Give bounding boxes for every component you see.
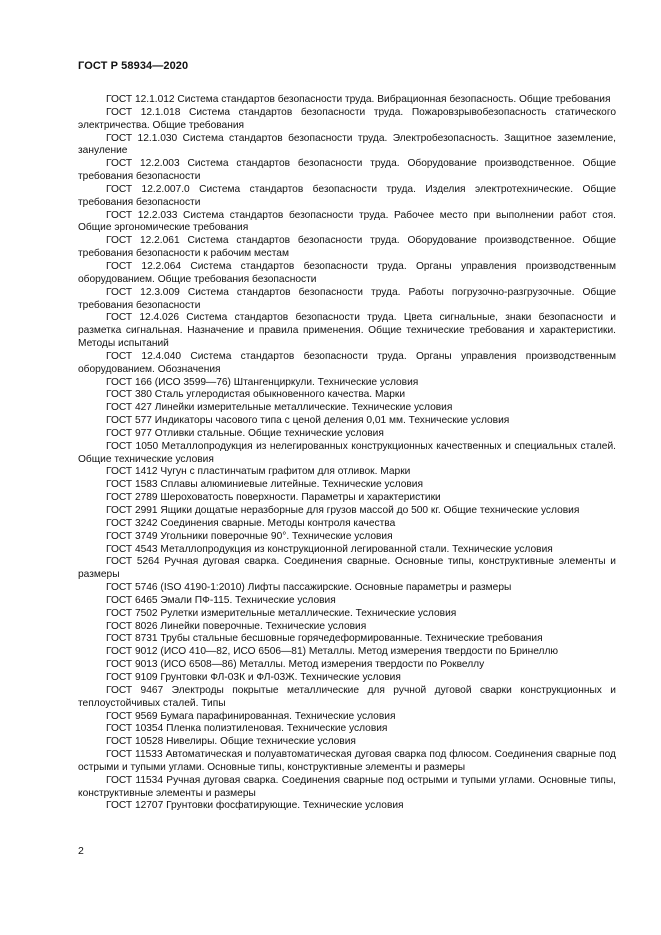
reference-entry: ГОСТ 12.2.033 Система стандартов безопасности труда. Рабочее место при выполнении работ стоя. Общие эргономические требования xyxy=(78,209,616,234)
reference-entry: ГОСТ 12.2.007.0 Система стандартов безопасности труда. Изделия электротехнические. Общие требования безопасности xyxy=(78,183,616,208)
reference-entry: ГОСТ 4543 Металлопродукция из конструкционной легированной стали. Технические условия xyxy=(106,543,553,555)
reference-entry: ГОСТ 12707 Грунтовки фосфатирующие. Технические условия xyxy=(106,800,404,812)
reference-entry: ГОСТ 380 Сталь углеродистая обыкновенного качества. Марки xyxy=(106,389,406,401)
reference-entry: ГОСТ 9012 (ИСО 410—82, ИСО 6506—81) Металлы. Метод измерения твердости по Бринеллю xyxy=(106,646,559,658)
reference-entry: ГОСТ 12.2.003 Система стандартов безопасности труда. Оборудование производственное. Общие требования безопасности xyxy=(78,158,616,183)
reference-entry: ГОСТ 2991 Ящики дощатые неразборные для грузов массой до 500 кг. Общие технические условия xyxy=(106,505,580,516)
standard-header: ГОСТ Р 58934—2020 xyxy=(78,60,189,72)
reference-entry: ГОСТ 3242 Соединения сварные. Методы контроля качества xyxy=(106,517,396,529)
reference-entry: ГОСТ 9569 Бумага парафинированная. Технические условия xyxy=(106,710,396,722)
reference-entry: ГОСТ 12.2.064 Система стандартов безопасности труда. Органы управления производственным оборудованием. Общие требования безопасности xyxy=(78,260,616,285)
reference-entry: ГОСТ 427 Линейки измерительные металлические. Технические условия xyxy=(106,402,453,414)
reference-entry: ГОСТ 12.1.030 Система стандартов безопасности труда. Электробезопасность. Защитное заземление, зануление xyxy=(78,132,616,157)
reference-entry: ГОСТ 12.1.018 Система стандартов безопасности труда. Пожаровзрывобезопасность статического электричества. Общие требования xyxy=(78,106,616,131)
reference-entry: ГОСТ 11533 Автоматическая и полуавтоматическая дуговая сварка под флюсом. Соединения сварные под острыми и тупыми углами. Основные типы, конструктивные элементы и размеры xyxy=(78,749,616,773)
reference-entry: ГОСТ 10528 Нивелиры. Общие технические условия xyxy=(106,736,356,748)
reference-entry: ГОСТ 12.4.026 Система стандартов безопасности труда. Цвета сигнальные, знаки безопасности и разметка сигнальная. Назначение и правила применения. Общие технические требования и характеристики. Методы испытаний xyxy=(78,312,616,350)
reference-entry: ГОСТ 2789 Шероховатость поверхности. Параметры и характеристики xyxy=(106,492,441,504)
reference-entry: ГОСТ 12.1.012 Система стандартов безопасности труда. Вибрационная безопасность. Общие требования xyxy=(106,94,611,105)
reference-entry: ГОСТ 8731 Трубы стальные бесшовные горячедеформированные. Технические требования xyxy=(106,633,543,645)
reference-entry: ГОСТ 5746 (ISO 4190-1:2010) Лифты пассажирские. Основные параметры и размеры xyxy=(106,582,512,594)
reference-entry: ГОСТ 5264 Ручная дуговая сварка. Соединения сварные. Основные типы, конструктивные элементы и размеры xyxy=(78,556,616,581)
reference-entry: ГОСТ 3749 Угольники поверочные 90°. Технические условия xyxy=(106,530,393,542)
reference-entry: ГОСТ 11534 Ручная дуговая сварка. Соединения сварные под острыми и тупыми углами. Основные типы, конструктивные элементы и размеры xyxy=(78,774,616,799)
reference-entry: ГОСТ 12.3.009 Система стандартов безопасности труда. Работы погрузочно-разгрузочные. Общие требования безопасности xyxy=(78,286,616,311)
reference-entry: ГОСТ 6465 Эмали ПФ-115. Технические условия xyxy=(106,594,336,606)
page-number: 2 xyxy=(78,845,84,857)
reference-entry: ГОСТ 7502 Рулетки измерительные металлические. Технические условия xyxy=(106,607,457,619)
reference-entry: ГОСТ 12.4.040 Система стандартов безопасности труда. Органы управления производственным оборудованием. Обозначения xyxy=(78,350,616,375)
reference-entry: ГОСТ 10354 Пленка полиэтиленовая. Технические условия xyxy=(106,723,388,735)
reference-entry: ГОСТ 166 (ИСО 3599—76) Штангенциркули. Технические условия xyxy=(106,376,419,388)
reference-entry: ГОСТ 9013 (ИСО 6508—86) Металлы. Метод измерения твердости по Роквеллу xyxy=(106,659,485,671)
normative-references-list xyxy=(78,94,616,813)
reference-entry: ГОСТ 977 Отливки стальные. Общие технические условия xyxy=(106,427,384,439)
reference-entry: ГОСТ 9109 Грунтовки ФЛ-03К и ФЛ-03Ж. Технические условия xyxy=(106,671,401,683)
reference-entry: ГОСТ 577 Индикаторы часового типа с ценой деления 0,01 мм. Технические условия xyxy=(106,415,510,427)
reference-entry: ГОСТ 1412 Чугун с пластинчатым графитом для отливок. Марки xyxy=(106,466,411,478)
reference-entry: ГОСТ 8026 Линейки поверочные. Технические условия xyxy=(106,620,367,632)
reference-entry: ГОСТ 1583 Сплавы алюминиевые литейные. Технические условия xyxy=(106,479,423,491)
reference-entry: ГОСТ 9467 Электроды покрытые металлические для ручной дуговой сварки конструкционных и теплоустойчивых сталей. Типы xyxy=(78,684,616,709)
reference-entry: ГОСТ 12.2.061 Система стандартов безопасности труда. Оборудование производственное. Общие требования безопасности к рабочим местам xyxy=(78,235,616,260)
reference-entry: ГОСТ 1050 Металлопродукция из нелегированных конструкционных качественных и специальных сталей. Общие технические условия xyxy=(78,440,616,465)
